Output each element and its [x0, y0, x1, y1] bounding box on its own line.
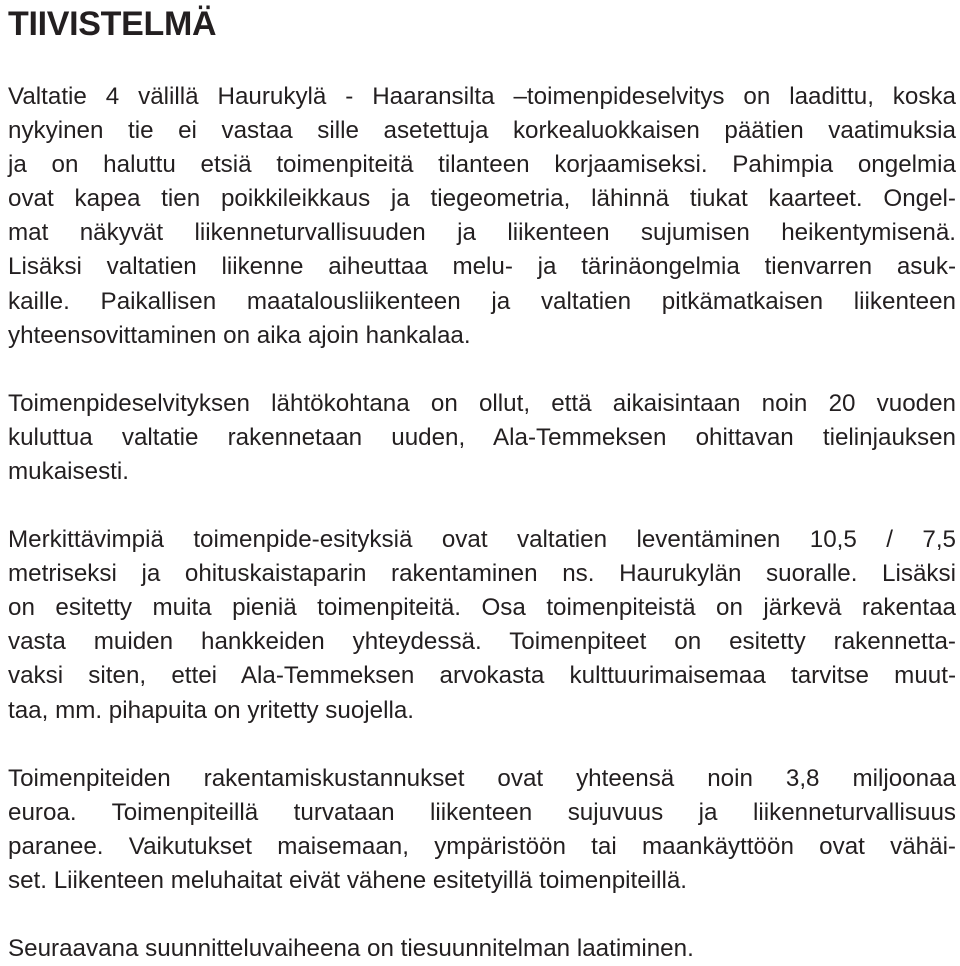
text-line: Toimenpiteiden rakentamiskustannukset ovat yhteensä noin 3,8 miljoonaa: [8, 764, 956, 792]
text-line: yhteensovittaminen on aika ajoin hankalaa.: [8, 321, 471, 349]
text-line: euroa. Toimenpiteillä turvataan liikenteen sujuvuus ja liikenneturvallisuus: [8, 798, 956, 826]
paragraph-5: [8, 932, 956, 966]
text-line: paranee. Vaikutukset maisemaan, ympäristöön tai maankäyttöön ovat vähäi-: [8, 832, 956, 860]
paragraph-1: [8, 80, 956, 353]
paragraph-3: [8, 523, 956, 728]
paragraph-2: [8, 387, 956, 489]
text-line: Seuraavana suunnitteluvaiheena on tiesuunnitelman laatiminen.: [8, 934, 694, 962]
text-line: set. Liikenteen meluhaitat eivät vähene esitetyillä toimenpiteillä.: [8, 866, 687, 894]
page-title: TIIVISTELMÄ: [8, 5, 217, 43]
text-line: ovat kapea tien poikkileikkaus ja tiegeometria, lähinnä tiukat kaarteet. Ongel-: [8, 185, 956, 213]
text-line: kaille. Paikallisen maatalousliikenteen ja valtatien pitkämatkaisen liikenteen: [8, 287, 956, 315]
paragraph-4: [8, 762, 956, 898]
text-line: vaksi siten, ettei Ala-Temmeksen arvokasta kulttuurimaisemaa tarvitse muut-: [8, 662, 956, 690]
text-line: on esitetty muita pieniä toimenpiteitä. Osa toimenpiteistä on järkevä rakentaa: [8, 594, 956, 622]
text-line: Merkittävimpiä toimenpide-esityksiä ovat valtatien leventäminen 10,5 / 7,5: [8, 526, 956, 554]
text-line: mukaisesti.: [8, 457, 129, 485]
document-page: [8, 0, 956, 966]
text-line: Toimenpideselvityksen lähtökohtana on ollut, että aikaisintaan noin 20 vuoden: [8, 389, 956, 417]
text-line: nykyinen tie ei vastaa sille asetettuja korkealuokkaisen päätien vaatimuksia: [8, 117, 956, 145]
text-line: Lisäksi valtatien liikenne aiheuttaa melu- ja tärinäongelmia tienvarren asuk-: [8, 253, 956, 281]
text-line: metriseksi ja ohituskaistaparin rakentaminen ns. Haurukylän suoralle. Lisäksi: [8, 560, 956, 588]
text-line: taa, mm. pihapuita on yritetty suojella.: [8, 696, 415, 724]
text-line: kuluttua valtatie rakennetaan uuden, Ala-Temmeksen ohittavan tielinjauksen: [8, 423, 956, 451]
text-line: Valtatie 4 välillä Haurukylä - Haaransilta –toimenpideselvitys on laadittu, koska: [8, 83, 956, 110]
text-line: vasta muiden hankkeiden yhteydessä. Toimenpiteet on esitetty rakennetta-: [8, 628, 956, 656]
text-line: mat näkyvät liikenneturvallisuuden ja liikenteen sujumisen heikentymisenä.: [8, 219, 956, 247]
text-line: ja on haluttu etsiä toimenpiteitä tilanteen korjaamiseksi. Pahimpia ongelmia: [8, 151, 956, 179]
